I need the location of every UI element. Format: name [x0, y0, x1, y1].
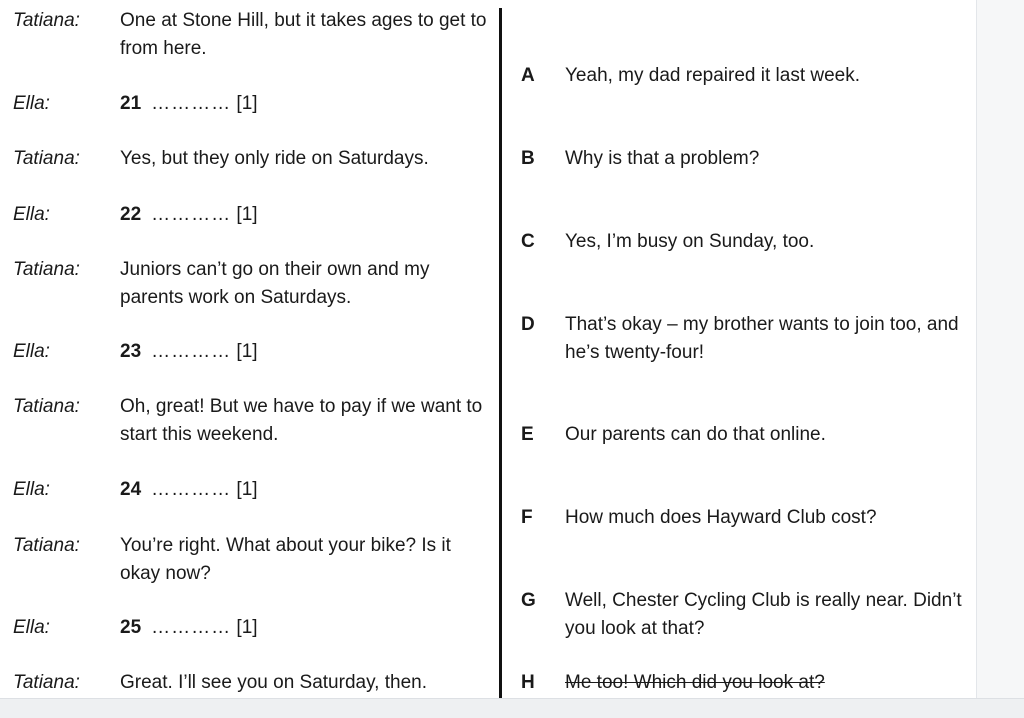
option-g-text: Well, Chester Cycling Club is really near. Didn’t you look at that? — [565, 590, 962, 639]
question-number: 22 — [120, 204, 142, 225]
option-d-text: That’s okay – my brother wants to join too, and he’s twenty-four! — [565, 314, 959, 363]
answer-blank-25[interactable] — [120, 614, 258, 641]
dialogue-line: You’re right. What about your bike? Is it okay now? — [120, 535, 451, 584]
speaker-label: Tatiana: — [13, 672, 80, 693]
question-number: 24 — [120, 479, 142, 500]
dialogue-line: Juniors can’t go on their own and my parents work on Saturdays. — [120, 259, 430, 308]
answer-dots: ………… — [151, 204, 232, 225]
viewer-margin — [977, 0, 1024, 698]
speaker-label: Tatiana: — [13, 535, 80, 556]
question-number: 23 — [120, 341, 142, 362]
question-number: 25 — [120, 617, 142, 638]
option-h-text-example: Me too! Which did you look at? — [565, 672, 825, 693]
option-letter: B — [521, 148, 535, 169]
option-letter: D — [521, 314, 535, 335]
marks-label: [1] — [236, 204, 258, 225]
option-letter: C — [521, 231, 535, 252]
option-a-text: Yeah, my dad repaired it last week. — [565, 65, 861, 86]
speaker-label: Ella: — [13, 93, 50, 114]
answer-blank-24[interactable] — [120, 476, 258, 503]
speaker-label: Tatiana: — [13, 396, 80, 417]
option-f-text: How much does Hayward Club cost? — [565, 507, 877, 528]
marks-label: [1] — [236, 479, 258, 500]
marks-label: [1] — [236, 341, 258, 362]
option-letter: G — [521, 590, 536, 611]
viewer-bottom-edge — [0, 698, 1024, 718]
option-b-text: Why is that a problem? — [565, 148, 760, 169]
answer-dots: ………… — [151, 93, 232, 114]
option-c-text: Yes, I’m busy on Sunday, too. — [565, 231, 815, 252]
marks-label: [1] — [236, 93, 258, 114]
answer-dots: ………… — [151, 617, 232, 638]
answer-dots: ………… — [151, 341, 232, 362]
speaker-label: Ella: — [13, 204, 50, 225]
speaker-label: Ella: — [13, 479, 50, 500]
dialogue-line: Oh, great! But we have to pay if we want to start this weekend. — [120, 396, 483, 445]
dialogue-line: One at Stone Hill, but it takes ages to get to from here. — [120, 10, 487, 59]
answer-blank-23[interactable] — [120, 338, 258, 365]
option-e-text: Our parents can do that online. — [565, 424, 826, 445]
speaker-label: Ella: — [13, 341, 50, 362]
marks-label: [1] — [236, 617, 258, 638]
answer-blank-21[interactable] — [120, 90, 258, 117]
option-letter: H — [521, 672, 535, 693]
answer-blank-22[interactable] — [120, 201, 258, 228]
speaker-label: Tatiana: — [13, 10, 80, 31]
speaker-label: Ella: — [13, 617, 50, 638]
option-letter: A — [521, 65, 535, 86]
speaker-label: Tatiana: — [13, 259, 80, 280]
question-number: 21 — [120, 93, 142, 114]
option-letter: F — [521, 507, 533, 528]
column-divider — [499, 8, 502, 698]
option-letter: E — [521, 424, 534, 445]
dialogue-line: Great. I’ll see you on Saturday, then. — [120, 672, 427, 693]
dialogue-line: Yes, but they only ride on Saturdays. — [120, 148, 429, 169]
speaker-label: Tatiana: — [13, 148, 80, 169]
answer-dots: ………… — [151, 479, 232, 500]
